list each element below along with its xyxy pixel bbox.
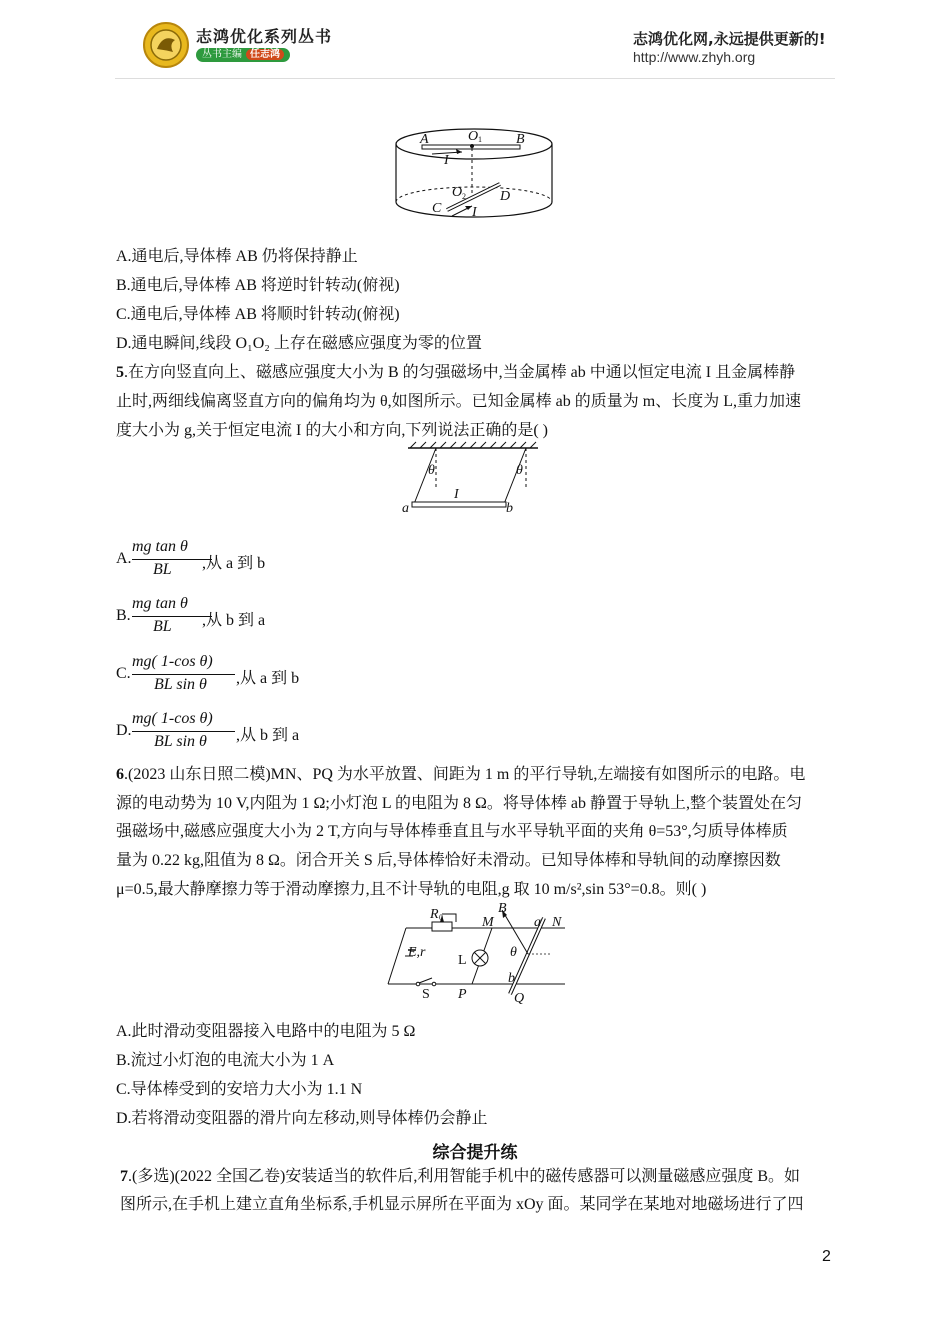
q7-text-1: .(多选)(2022 全国乙卷)安装适当的软件后,利用智能手机中的磁传感器可以测量磁感应强度 B。如 — [128, 1168, 800, 1185]
q7-line-1 — [120, 1167, 800, 1187]
q5-option-a-denominator: BL — [153, 561, 172, 578]
q5-option-d-denominator: BL sin θ — [154, 733, 207, 750]
q5-line-3: 度大小为 g,关于恒定电流 I 的大小和方向,下列说法正确的是( ) — [116, 422, 548, 439]
q4-option-c: C.通电后,导体棒 AB 将顺时针转动(俯视) — [116, 306, 400, 323]
q6-text-1: .(2023 山东日照二模)MN、PQ 为水平放置、间距为 1 m 的平行导轨,左端接有如图所示的电路。电 — [124, 766, 806, 783]
series-editor-name: 任志鸿 — [246, 49, 284, 60]
label-M: M — [482, 915, 494, 930]
series-editor-badge — [196, 48, 290, 62]
q5-option-c-fraction-bar — [132, 674, 235, 675]
q5-option-a-direction: ,从 a 到 b — [202, 555, 266, 572]
label-O2-sub: 2 — [462, 192, 466, 201]
q5-option-b-label: B. — [116, 607, 131, 624]
q6-line-5: μ=0.5,最大静摩擦力等于滑动摩擦力,且不计导轨的电阻,g 取 10 m/s²,sin 53°=0.8。则( ) — [116, 881, 707, 898]
label-I: I — [454, 487, 459, 502]
q6-option-c: C.导体棒受到的安培力大小为 1.1 N — [116, 1081, 363, 1098]
q5-option-c-numerator: mg( 1-cos θ) — [132, 653, 213, 670]
q5-option-b-fraction-bar — [132, 616, 212, 617]
q6-line-2: 源的电动势为 10 V,内阻为 1 Ω;小灯泡 L 的电阻为 8 Ω。将导体棒 ab 静置于导轨上,整个装置处在匀 — [116, 795, 803, 812]
section-title: 综合提升练 — [432, 1143, 518, 1163]
q5-option-d-direction: ,从 b 到 a — [236, 727, 300, 744]
label-B: B — [516, 132, 525, 147]
label-B: B — [498, 901, 507, 916]
figure-rail-circuit — [380, 898, 576, 1008]
q4-option-b: B.通电后,导体棒 AB 将逆时针转动(俯视) — [116, 277, 400, 294]
label-b: b — [508, 971, 515, 986]
label-R0: R — [430, 907, 439, 922]
q4-option-d: D.通电瞬间,线段 O₁O₂ 上存在磁感应强度为零的位置 — [116, 335, 482, 352]
publisher-logo — [143, 22, 189, 68]
q5-option-c-label: C. — [116, 665, 131, 682]
header-divider — [115, 78, 835, 79]
series-title: 志鸿优化系列丛书 — [196, 27, 333, 46]
figure-cylinder — [392, 124, 557, 224]
q5-option-c-denominator: BL sin θ — [154, 676, 207, 693]
label-D: D — [500, 189, 511, 204]
label-a: a — [534, 915, 541, 930]
q5-line-1 — [116, 363, 795, 383]
q6-number: 6 — [116, 766, 124, 783]
label-b: b — [506, 501, 513, 516]
label-O2: O — [452, 185, 463, 200]
label-S: S — [422, 987, 430, 1002]
q5-option-d-label: D. — [116, 722, 132, 739]
q5-option-d-numerator: mg( 1-cos θ) — [132, 710, 213, 727]
q4-option-a: A.通电后,导体棒 AB 仍将保持静止 — [116, 248, 358, 265]
label-I-bottom: I — [472, 205, 477, 220]
q6-option-b: B.流过小灯泡的电流大小为 1 A — [116, 1052, 335, 1069]
q5-line-2: 止时,两细线偏离竖直方向的偏角均为 θ,如图所示。已知金属棒 ab 的质量为 m、长度为 L,重力加速 — [116, 393, 801, 410]
label-R0-sub: 0 — [439, 913, 443, 922]
q5-option-b-denominator: BL — [153, 618, 172, 635]
label-C: C — [432, 201, 442, 216]
label-theta-right: θ — [516, 463, 523, 478]
q5-option-b-numerator: mg tan θ — [132, 595, 188, 612]
label-P: P — [458, 987, 467, 1002]
label-A: A — [420, 132, 429, 147]
q5-option-c-direction: ,从 a 到 b — [236, 670, 300, 687]
header-url[interactable]: http://www.zhyh.org — [633, 49, 756, 65]
label-O1-sub: 1 — [478, 135, 482, 144]
label-a: a — [402, 501, 409, 516]
label-theta-left: θ — [428, 463, 435, 478]
label-O1: O — [468, 129, 479, 144]
q7-line-2: 图所示,在手机上建立直角坐标系,手机显示屏所在平面为 xOy 面。某同学在某地对地磁场进行了四 — [120, 1196, 804, 1213]
q5-option-a-fraction-bar — [132, 559, 212, 560]
label-E-r: E,r — [408, 945, 426, 960]
q6-option-d: D.若将滑动变阻器的滑片向左移动,则导体棒仍会静止 — [116, 1110, 488, 1127]
label-theta: θ — [510, 945, 517, 960]
q5-option-a-numerator: mg tan θ — [132, 538, 188, 555]
q6-line-1 — [116, 765, 805, 785]
page-number: 2 — [822, 1248, 831, 1265]
q6-line-4: 量为 0.22 kg,阻值为 8 Ω。闭合开关 S 后,导体棒恰好未滑动。已知导体棒和导轨间的动摩擦因数 — [116, 852, 781, 869]
q7-number: 7 — [120, 1168, 128, 1185]
q6-line-3: 强磁场中,磁感应强度大小为 2 T,方向与导体棒垂直且与水平导轨平面的夹角 θ=53°,匀质导体棒质 — [116, 823, 788, 840]
q5-number: 5 — [116, 364, 124, 381]
figure-hanging-rod — [398, 440, 548, 516]
q6-option-a: A.此时滑动变阻器接入电路中的电阻为 5 Ω — [116, 1023, 416, 1040]
label-Q: Q — [514, 991, 525, 1006]
q5-option-d-fraction-bar — [132, 731, 235, 732]
q5-option-b-direction: ,从 b 到 a — [202, 612, 266, 629]
label-N: N — [552, 915, 562, 930]
q5-option-a-label: A. — [116, 550, 132, 567]
q5-text-1: .在方向竖直向上、磁感应强度大小为 B 的匀强磁场中,当金属棒 ab 中通以恒定电流 I 且金属棒静 — [124, 364, 796, 381]
label-L: L — [458, 953, 467, 968]
header-slogan: 志鸿优化网,永远提供更新的! — [633, 30, 826, 48]
label-I-top: I — [444, 153, 449, 168]
series-editor-label: 丛书主编 — [202, 49, 242, 60]
